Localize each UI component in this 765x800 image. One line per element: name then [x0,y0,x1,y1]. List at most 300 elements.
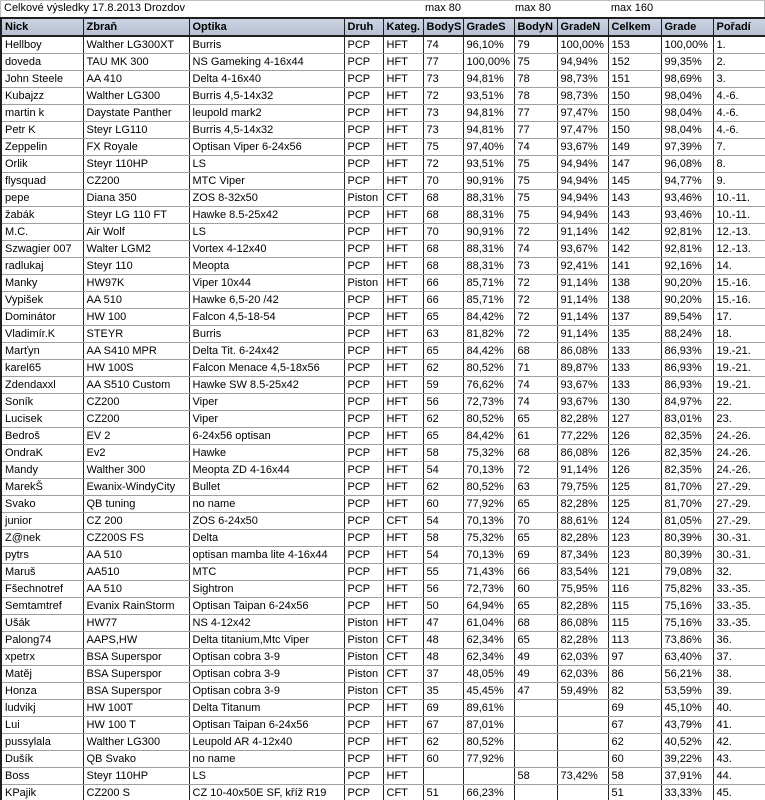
cell[interactable]: Walther LG300 [83,734,189,751]
cell[interactable]: PCP [344,156,383,173]
cell[interactable]: Optisan cobra 3-9 [189,649,344,666]
cell[interactable]: HFT [383,717,423,734]
cell[interactable]: junior [1,513,83,530]
cell[interactable]: Vypišek [1,292,83,309]
cell[interactable]: PCP [344,751,383,768]
cell[interactable]: 62 [423,734,463,751]
cell[interactable]: ZOS 6-24x50 [189,513,344,530]
cell[interactable]: 33,33% [661,785,713,800]
cell[interactable]: 4.-6. [713,105,765,122]
cell[interactable]: 81,82% [463,326,514,343]
cell[interactable]: 37. [713,649,765,666]
cell[interactable]: 94,81% [463,105,514,122]
cell[interactable]: 48 [423,632,463,649]
cell[interactable]: 8. [713,156,765,173]
cell[interactable]: 80,52% [463,734,514,751]
cell[interactable]: 100,00% [557,36,608,54]
cell[interactable]: 137 [608,309,661,326]
cell[interactable]: 153 [608,36,661,54]
cell[interactable]: 68 [514,445,557,462]
cell[interactable]: 62 [608,734,661,751]
cell[interactable]: PCP [344,411,383,428]
cell[interactable]: FX Royale [83,139,189,156]
cell[interactable]: PCP [344,564,383,581]
cell[interactable]: HFT [383,768,423,785]
cell[interactable]: 64,94% [463,598,514,615]
cell[interactable]: 87,01% [463,717,514,734]
column-header[interactable]: Zbraň [83,18,189,36]
cell[interactable]: QB Svako [83,751,189,768]
cell[interactable]: Viper 10x44 [189,275,344,292]
cell[interactable]: 73 [514,258,557,275]
cell[interactable]: Petr K [1,122,83,139]
cell[interactable]: 91,14% [557,275,608,292]
cell[interactable]: 151 [608,71,661,88]
cell[interactable]: HFT [383,496,423,513]
cell[interactable]: AA510 [83,564,189,581]
cell[interactable]: 75 [514,54,557,71]
cell[interactable]: 22. [713,394,765,411]
cell[interactable]: MTC [189,564,344,581]
cell[interactable]: QB tuning [83,496,189,513]
cell[interactable]: PCP [344,122,383,139]
cell[interactable]: PCP [344,292,383,309]
cell[interactable]: HFT [383,598,423,615]
cell[interactable]: 143 [608,207,661,224]
cell[interactable]: 12.-13. [713,224,765,241]
cell[interactable]: 90,20% [661,292,713,309]
cell[interactable]: CZ 200 [83,513,189,530]
cell[interactable]: 98,73% [557,71,608,88]
cell[interactable]: 48 [423,649,463,666]
cell[interactable]: 93,46% [661,207,713,224]
cell[interactable]: 75 [514,207,557,224]
cell[interactable]: 58 [423,445,463,462]
cell[interactable]: 81,70% [661,496,713,513]
cell[interactable]: leupold mark2 [189,105,344,122]
cell[interactable]: doveda [1,54,83,71]
cell[interactable]: 24.-26. [713,462,765,479]
cell[interactable]: Piston [344,666,383,683]
cell[interactable]: 82,28% [557,496,608,513]
cell[interactable]: Steyr 110HP [83,156,189,173]
cell[interactable]: Delta Tit. 6-24x42 [189,343,344,360]
cell[interactable]: 91,14% [557,462,608,479]
cell[interactable]: PCP [344,360,383,377]
cell[interactable]: 94,94% [557,190,608,207]
cell[interactable]: 60 [423,496,463,513]
cell[interactable]: PCP [344,36,383,54]
cell[interactable]: 72 [514,309,557,326]
cell[interactable]: 3. [713,71,765,88]
cell[interactable]: 98,73% [557,88,608,105]
cell[interactable]: 74 [514,139,557,156]
cell[interactable]: CZ200 [83,394,189,411]
cell[interactable]: 73,86% [661,632,713,649]
cell[interactable]: 54 [423,513,463,530]
cell[interactable]: 68 [423,241,463,258]
cell[interactable]: pussylala [1,734,83,751]
cell[interactable]: Walter LGM2 [83,241,189,258]
cell[interactable]: 93,67% [557,394,608,411]
cell[interactable]: 6-24x56 optisan [189,428,344,445]
cell[interactable]: Piston [344,632,383,649]
cell[interactable]: žabák [1,207,83,224]
cell[interactable]: 66,23% [463,785,514,800]
cell[interactable]: HFT [383,734,423,751]
cell[interactable]: HW97K [83,275,189,292]
cell[interactable]: 85,71% [463,292,514,309]
cell[interactable]: Delta titanium,Mtc Viper [189,632,344,649]
cell[interactable]: 138 [608,292,661,309]
cell[interactable]: 127 [608,411,661,428]
cell[interactable] [463,768,514,785]
column-header[interactable]: GradeN [557,18,608,36]
cell[interactable]: 72 [514,326,557,343]
cell[interactable]: 88,31% [463,258,514,275]
cell[interactable]: 68 [423,207,463,224]
cell[interactable]: 38. [713,666,765,683]
cell[interactable]: Soník [1,394,83,411]
cell[interactable]: 72 [423,88,463,105]
cell[interactable]: 68 [423,258,463,275]
cell[interactable]: 77,92% [463,496,514,513]
cell[interactable]: 80,52% [463,360,514,377]
cell[interactable]: 70,13% [463,462,514,479]
cell[interactable]: xpetrx [1,649,83,666]
cell[interactable]: 58 [514,768,557,785]
cell[interactable]: AA 410 [83,71,189,88]
cell[interactable]: AA S410 MPR [83,343,189,360]
cell[interactable]: PCP [344,581,383,598]
cell[interactable]: Delta [189,530,344,547]
cell[interactable]: Maruš [1,564,83,581]
cell[interactable]: Falcon 4,5-18-54 [189,309,344,326]
cell[interactable]: Marťyn [1,343,83,360]
cell[interactable]: PCP [344,547,383,564]
cell[interactable]: 82,28% [557,632,608,649]
cell[interactable]: 149 [608,139,661,156]
cell[interactable]: 84,42% [463,309,514,326]
cell[interactable]: HFT [383,751,423,768]
cell[interactable]: 72,73% [463,394,514,411]
cell[interactable]: 75,32% [463,530,514,547]
cell[interactable]: 42. [713,734,765,751]
cell[interactable]: 39. [713,683,765,700]
cell[interactable]: 94,81% [463,122,514,139]
cell[interactable]: HFT [383,377,423,394]
cell[interactable]: optisan mamba lite 4-16x44 [189,547,344,564]
cell[interactable]: 100,00% [661,36,713,54]
cell[interactable]: Palong74 [1,632,83,649]
cell[interactable]: Piston [344,615,383,632]
cell[interactable]: 88,31% [463,241,514,258]
cell[interactable]: pytrs [1,547,83,564]
cell[interactable]: Optisan cobra 3-9 [189,683,344,700]
cell[interactable]: 91,14% [557,224,608,241]
cell[interactable]: Walther LG300XT [83,36,189,54]
cell[interactable]: 74 [423,36,463,54]
cell[interactable]: 33.-35. [713,615,765,632]
cell[interactable]: HFT [383,105,423,122]
cell[interactable]: ZOS 8-32x50 [189,190,344,207]
cell[interactable]: Evanix RainStorm [83,598,189,615]
cell[interactable]: Mandy [1,462,83,479]
cell[interactable]: Zeppelin [1,139,83,156]
cell[interactable]: 27.-29. [713,513,765,530]
cell[interactable]: CZ200 [83,411,189,428]
cell[interactable]: 86,08% [557,615,608,632]
cell[interactable]: CFT [383,683,423,700]
cell[interactable]: 94,81% [463,71,514,88]
cell[interactable]: 98,04% [661,88,713,105]
cell[interactable]: HFT [383,54,423,71]
cell[interactable]: HFT [383,88,423,105]
cell[interactable]: Matěj [1,666,83,683]
cell[interactable]: 88,61% [557,513,608,530]
cell[interactable]: 60 [514,581,557,598]
cell[interactable]: PCP [344,139,383,156]
cell[interactable]: 96,10% [463,36,514,54]
cell[interactable]: PCP [344,241,383,258]
cell[interactable]: HFT [383,292,423,309]
column-header[interactable]: Optika [189,18,344,36]
cell[interactable]: John Steele [1,71,83,88]
cell[interactable]: Piston [344,190,383,207]
cell[interactable]: 90,20% [661,275,713,292]
cell[interactable]: M.C. [1,224,83,241]
cell[interactable]: 86,08% [557,445,608,462]
cell[interactable]: 98,69% [661,71,713,88]
cell[interactable]: martin k [1,105,83,122]
cell[interactable]: 75 [514,156,557,173]
cell[interactable]: 49 [514,666,557,683]
cell[interactable]: 37,91% [661,768,713,785]
cell[interactable]: NS Gameking 4-16x44 [189,54,344,71]
cell[interactable]: 78 [514,71,557,88]
cell[interactable]: 97,39% [661,139,713,156]
cell[interactable]: 115 [608,598,661,615]
cell[interactable]: PCP [344,309,383,326]
cell[interactable]: Vortex 4-12x40 [189,241,344,258]
cell[interactable]: 88,24% [661,326,713,343]
cell[interactable]: 91,14% [557,292,608,309]
cell[interactable]: 32. [713,564,765,581]
cell[interactable]: OndraK [1,445,83,462]
cell[interactable]: 90,91% [463,224,514,241]
cell[interactable]: 58 [608,768,661,785]
cell[interactable]: 85,71% [463,275,514,292]
cell[interactable]: 23. [713,411,765,428]
cell[interactable]: 97,47% [557,122,608,139]
cell[interactable]: 65 [514,411,557,428]
cell[interactable]: 133 [608,343,661,360]
cell[interactable]: 36. [713,632,765,649]
cell[interactable]: 54 [423,462,463,479]
cell[interactable]: HFT [383,479,423,496]
cell[interactable]: 45,45% [463,683,514,700]
cell[interactable]: 94,94% [557,156,608,173]
cell[interactable]: Ušák [1,615,83,632]
cell[interactable]: PCP [344,54,383,71]
cell[interactable]: 77 [514,122,557,139]
cell[interactable]: PCP [344,768,383,785]
cell[interactable]: 35 [423,683,463,700]
cell[interactable]: 47 [423,615,463,632]
cell[interactable]: 41. [713,717,765,734]
cell[interactable]: PCP [344,530,383,547]
cell[interactable]: 97,40% [463,139,514,156]
cell[interactable]: 75,32% [463,445,514,462]
cell[interactable]: 89,54% [661,309,713,326]
cell[interactable]: 75,82% [661,581,713,598]
cell[interactable]: Piston [344,683,383,700]
cell[interactable]: 61 [514,428,557,445]
cell[interactable]: HFT [383,275,423,292]
cell[interactable]: HFT [383,615,423,632]
cell[interactable]: 70 [423,173,463,190]
cell[interactable]: 69 [514,547,557,564]
cell[interactable]: 82,28% [557,411,608,428]
cell[interactable]: PCP [344,224,383,241]
cell[interactable]: 63 [514,479,557,496]
cell[interactable]: 142 [608,241,661,258]
cell[interactable]: Optisan cobra 3-9 [189,666,344,683]
cell[interactable]: flysquad [1,173,83,190]
cell[interactable]: 84,97% [661,394,713,411]
cell[interactable]: 82,28% [557,598,608,615]
cell[interactable]: Walther LG300 [83,88,189,105]
cell[interactable]: 130 [608,394,661,411]
cell[interactable]: 72 [514,224,557,241]
cell[interactable]: 60 [608,751,661,768]
cell[interactable]: 73 [423,122,463,139]
cell[interactable]: 68 [514,343,557,360]
cell[interactable]: Hawke 8.5-25x42 [189,207,344,224]
cell[interactable]: Steyr LG 110 FT [83,207,189,224]
cell[interactable]: PCP [344,462,383,479]
cell[interactable]: 66 [514,564,557,581]
cell[interactable]: 60 [423,751,463,768]
cell[interactable]: 113 [608,632,661,649]
cell[interactable]: Boss [1,768,83,785]
cell[interactable]: 53,59% [661,683,713,700]
cell[interactable]: HFT [383,343,423,360]
cell[interactable]: 73 [423,71,463,88]
cell[interactable]: ludvikj [1,700,83,717]
cell[interactable]: 86,93% [661,360,713,377]
column-header[interactable]: Pořadí [713,18,765,36]
cell[interactable]: Delta Titanum [189,700,344,717]
cell[interactable]: PCP [344,343,383,360]
cell[interactable]: 72,73% [463,581,514,598]
cell[interactable]: 12.-13. [713,241,765,258]
cell[interactable] [557,700,608,717]
cell[interactable]: 82,28% [557,530,608,547]
cell[interactable]: 79 [514,36,557,54]
cell[interactable]: 82,35% [661,428,713,445]
cell[interactable]: 97,47% [557,105,608,122]
cell[interactable]: 86 [608,666,661,683]
cell[interactable]: Optisan Taipan 6-24x56 [189,717,344,734]
cell[interactable]: PCP [344,717,383,734]
cell[interactable]: Semtamtref [1,598,83,615]
cell[interactable]: 30.-31. [713,530,765,547]
cell[interactable]: 69 [608,700,661,717]
cell[interactable]: PCP [344,394,383,411]
cell[interactable]: 147 [608,156,661,173]
cell[interactable]: Ev2 [83,445,189,462]
cell[interactable]: 15.-16. [713,292,765,309]
cell[interactable]: HFT [383,156,423,173]
cell[interactable]: Bedroš [1,428,83,445]
cell[interactable]: Walther 300 [83,462,189,479]
cell[interactable]: 75 [514,190,557,207]
cell[interactable]: 43. [713,751,765,768]
cell[interactable]: 62,03% [557,649,608,666]
cell[interactable]: 68 [423,190,463,207]
cell[interactable]: 19.-21. [713,377,765,394]
cell[interactable]: 71,43% [463,564,514,581]
cell[interactable]: Lui [1,717,83,734]
cell[interactable]: BSA Superspor [83,683,189,700]
cell[interactable]: 82 [608,683,661,700]
cell[interactable]: Burris 4,5-14x32 [189,88,344,105]
column-header[interactable]: GradeS [463,18,514,36]
cell[interactable]: Hawke [189,445,344,462]
cell[interactable] [557,751,608,768]
column-header[interactable]: BodyN [514,18,557,36]
cell[interactable]: 115 [608,615,661,632]
cell[interactable]: 9. [713,173,765,190]
cell[interactable]: PCP [344,105,383,122]
cell[interactable]: 86,08% [557,343,608,360]
cell[interactable]: Daystate Panther [83,105,189,122]
cell[interactable]: 99,35% [661,54,713,71]
cell[interactable]: HFT [383,564,423,581]
cell[interactable]: 88,31% [463,190,514,207]
cell[interactable]: 43,79% [661,717,713,734]
cell[interactable]: 125 [608,479,661,496]
cell[interactable]: 19.-21. [713,360,765,377]
cell[interactable]: Szwagier 007 [1,241,83,258]
cell[interactable]: PCP [344,207,383,224]
cell[interactable]: PCP [344,326,383,343]
cell[interactable]: 97 [608,649,661,666]
cell[interactable]: CFT [383,785,423,800]
cell[interactable]: 124 [608,513,661,530]
cell[interactable]: 65 [423,343,463,360]
cell[interactable]: HFT [383,530,423,547]
cell[interactable]: radlukaj [1,258,83,275]
cell[interactable]: AA 510 [83,292,189,309]
cell[interactable]: 69 [423,700,463,717]
cell[interactable]: 19.-21. [713,343,765,360]
cell[interactable] [514,751,557,768]
cell[interactable]: Hellboy [1,36,83,54]
cell[interactable]: Viper [189,394,344,411]
cell[interactable]: 48,05% [463,666,514,683]
cell[interactable]: 67 [423,717,463,734]
cell[interactable]: 143 [608,190,661,207]
cell[interactable]: Piston [344,649,383,666]
cell[interactable]: 2. [713,54,765,71]
cell[interactable]: 125 [608,496,661,513]
cell[interactable]: Manky [1,275,83,292]
cell[interactable]: PCP [344,377,383,394]
cell[interactable]: 150 [608,88,661,105]
cell[interactable]: HW 100T [83,700,189,717]
